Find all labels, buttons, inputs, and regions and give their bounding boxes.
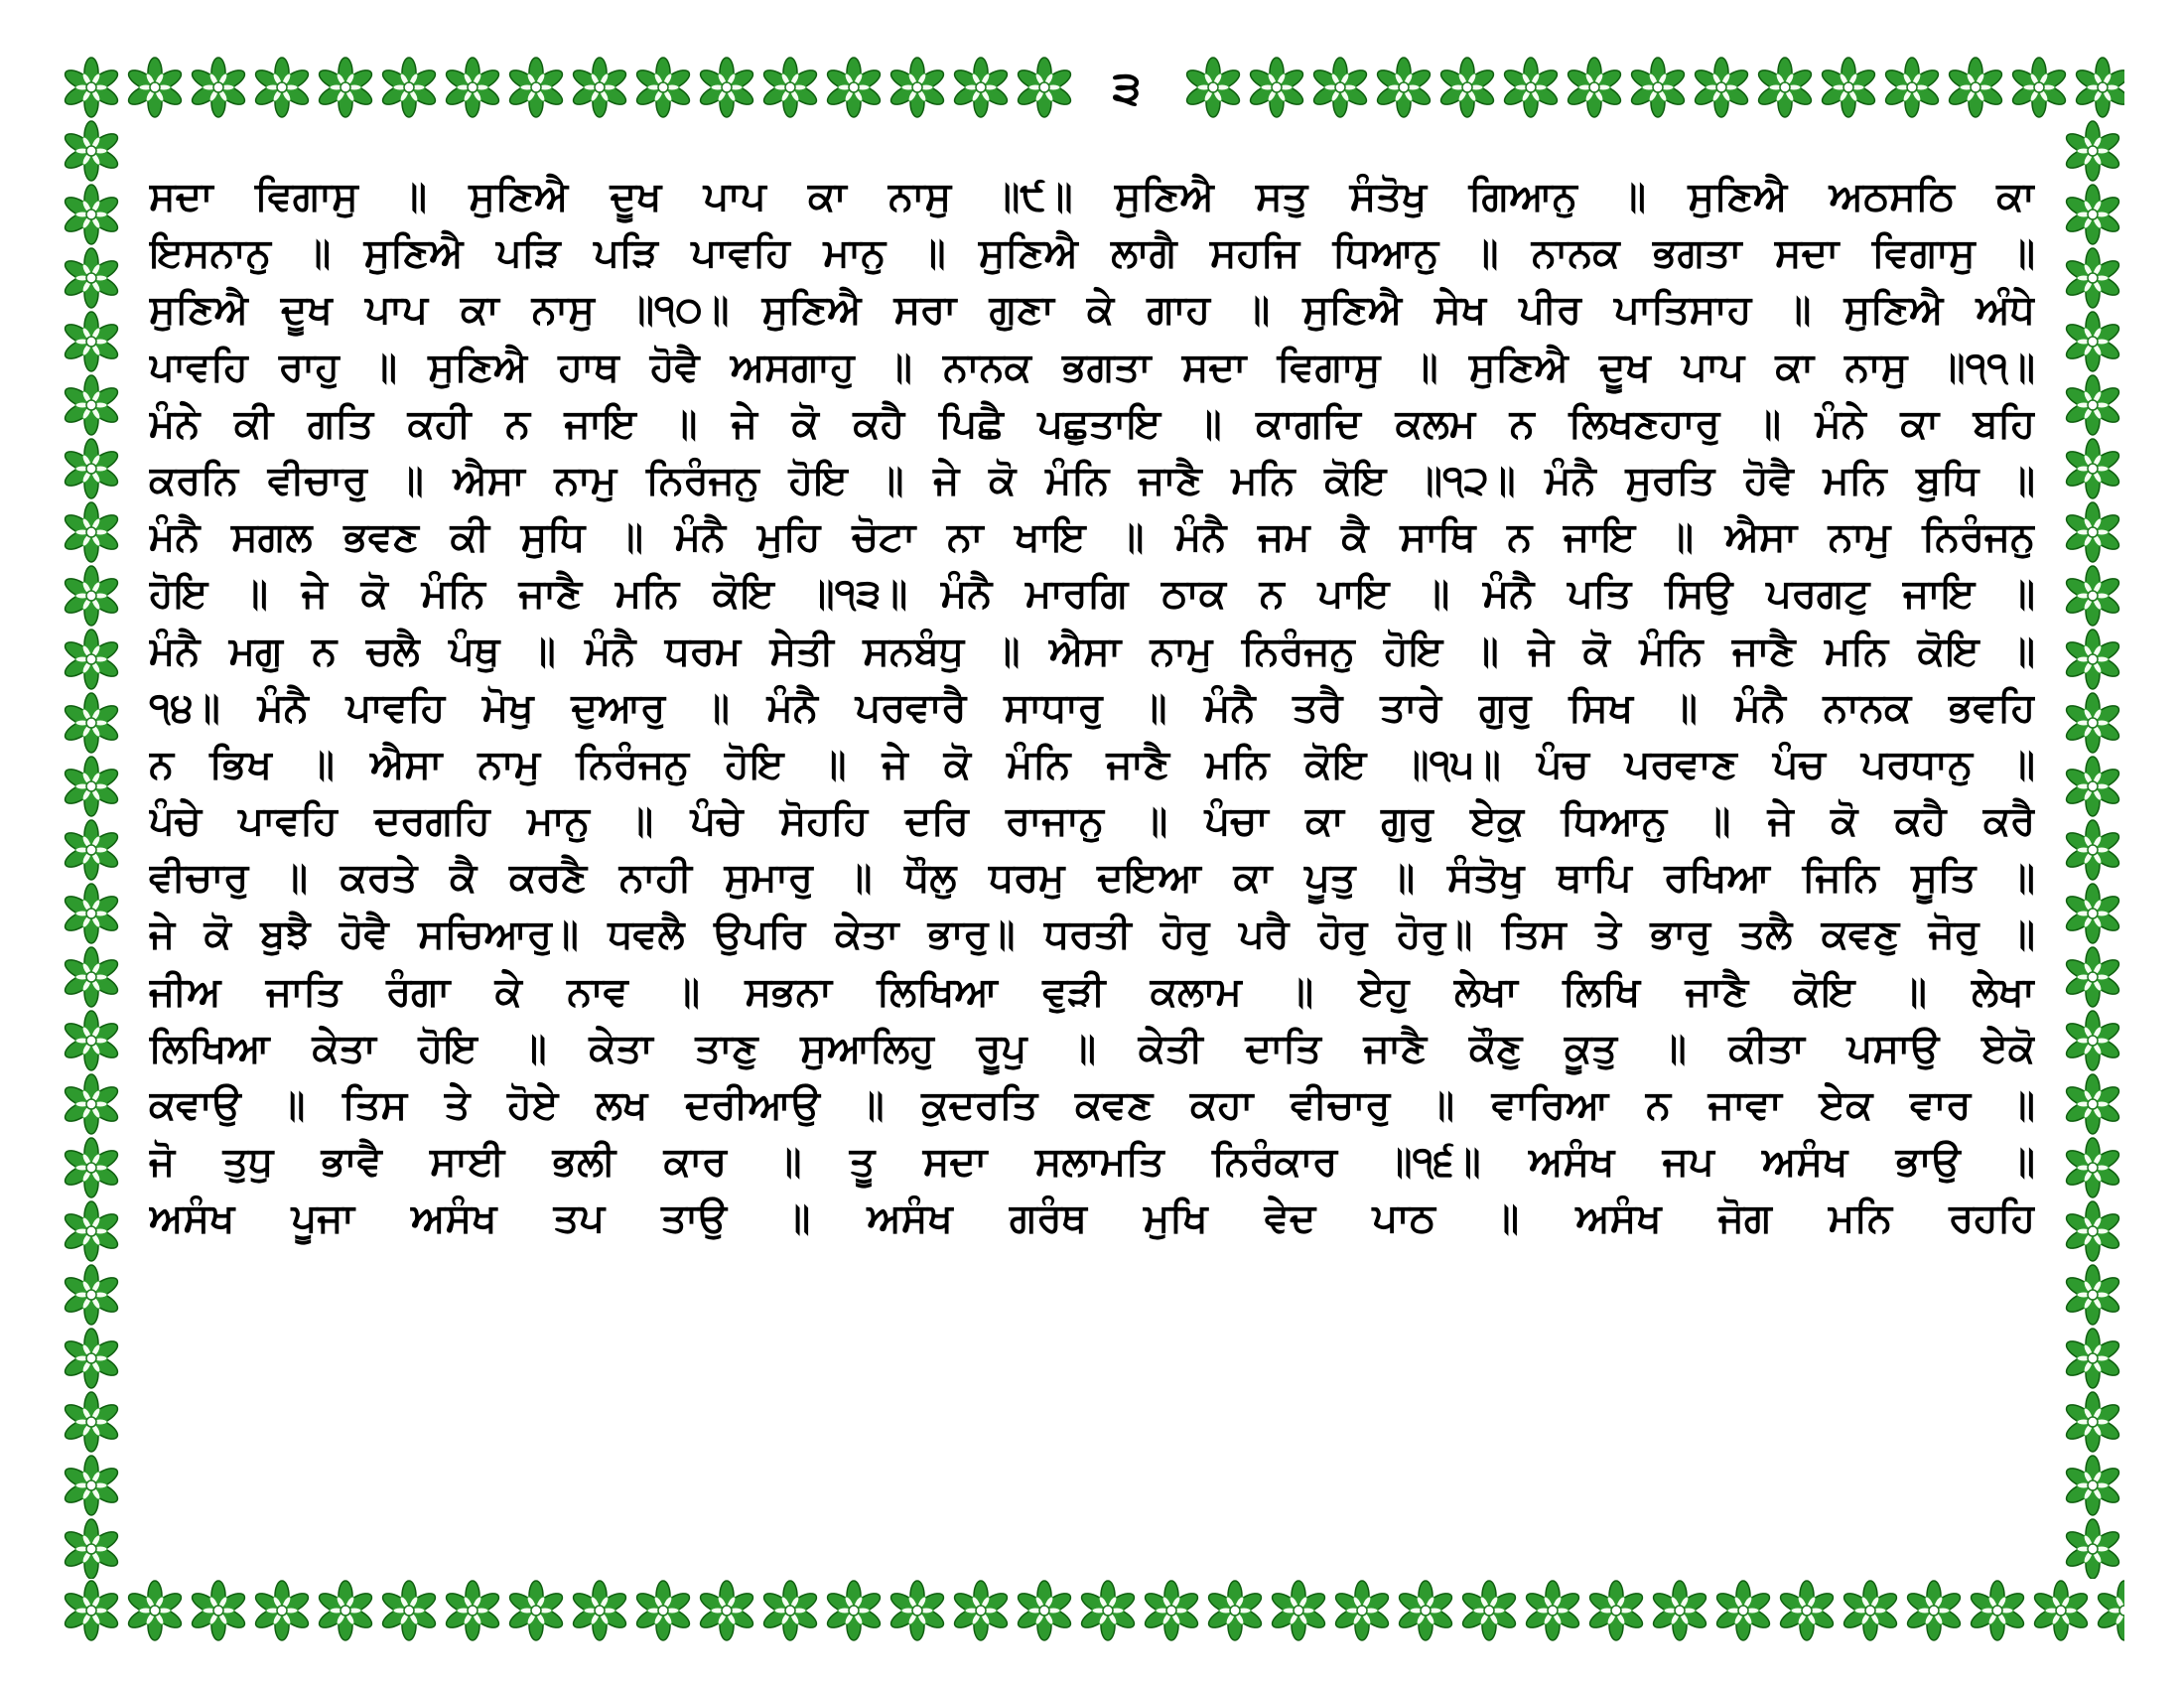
text-line: ਪੰਚੇ ਪਾਵਹਿ ਦਰਗਹਿ ਮਾਨੁ ॥ ਪੰਚੇ ਸੋਹਹਿ ਦਰਿ ਰਾਜਾਨੁ ॥ ਪੰਚਾ ਕਾ ਗੁਰੁ ਏਕੁ ਧਿਆਨੁ ॥ ਜੇ ਕੋ ਕਹੈ ਕਰੈ xyxy=(149,798,2035,845)
text-line: ਅਸੰਖ ਪੂਜਾ ਅਸੰਖ ਤਪ ਤਾਉ ॥ ਅਸੰਖ ਗਰੰਥ ਮੁਖਿ ਵੇਦ ਪਾਠ ॥ ਅਸੰਖ ਜੋਗ ਮਨਿ ਰਹਹਿ xyxy=(149,1196,2035,1242)
text-line: ਜੋ ਤੁਧੁ ਭਾਵੈ ਸਾਈ ਭਲੀ ਕਾਰ ॥ ਤੂ ਸਦਾ ਸਲਾਮਤਿ ਨਿਰੰਕਾਰ ॥੧੬॥ ਅਸੰਖ ਜਪ ਅਸੰਖ ਭਾਉ ॥ xyxy=(149,1139,2035,1186)
text-line: ਮੰਨੈ ਮਗੁ ਨ ਚਲੈ ਪੰਥੁ ॥ ਮੰਨੈ ਧਰਮ ਸੇਤੀ ਸਨਬੰਧੁ ॥ ਐਸਾ ਨਾਮੁ ਨਿਰੰਜਨੁ ਹੋਇ ॥ ਜੇ ਕੋ ਮੰਨਿ ਜਾਣੈ ਮਨਿ ਕੋਇ ॥ xyxy=(149,628,2035,674)
text-line: ਇਸਨਾਨੁ ॥ ਸੁਣਿਐ ਪੜਿ ਪੜਿ ਪਾਵਹਿ ਮਾਨੁ ॥ ਸੁਣਿਐ ਲਾਗੈ ਸਹਜਿ ਧਿਆਨੁ ॥ ਨਾਨਕ ਭਗਤਾ ਸਦਾ ਵਿਗਾਸੁ ॥ xyxy=(149,230,2035,277)
text-line: ਸੁਣਿਐ ਦੂਖ ਪਾਪ ਕਾ ਨਾਸੁ ॥੧੦॥ ਸੁਣਿਐ ਸਰਾ ਗੁਣਾ ਕੇ ਗਾਹ ॥ ਸੁਣਿਐ ਸੇਖ ਪੀਰ ਪਾਤਿਸਾਹ ॥ ਸੁਣਿਐ ਅੰਧੇ xyxy=(149,287,2035,334)
ornamental-border-top-left xyxy=(60,56,1072,119)
text-line: ਨ ਭਿਖ ॥ ਐਸਾ ਨਾਮੁ ਨਿਰੰਜਨੁ ਹੋਇ ॥ ਜੇ ਕੋ ਮੰਨਿ ਜਾਣੈ ਮਨਿ ਕੋਇ ॥੧੫॥ ਪੰਚ ਪਰਵਾਣ ਪੰਚ ਪਰਧਾਨੁ ॥ xyxy=(149,741,2035,787)
text-line: ਮੰਨੇ ਕੀ ਗਤਿ ਕਹੀ ਨ ਜਾਇ ॥ ਜੇ ਕੋ ਕਹੈ ਪਿਛੈ ਪਛੁਤਾਇ ॥ ਕਾਗਦਿ ਕਲਮ ਨ ਲਿਖਣਹਾਰੁ ॥ ਮੰਨੇ ਕਾ ਬਹਿ xyxy=(149,400,2035,447)
text-line: ਲਿਖਿਆ ਕੇਤਾ ਹੋਇ ॥ ਕੇਤਾ ਤਾਣੁ ਸੁਆਲਿਹੁ ਰੂਪੁ ॥ ਕੇਤੀ ਦਾਤਿ ਜਾਣੈ ਕੌਣੁ ਕੂਤੁ ॥ ਕੀਤਾ ਪਸਾਉ ਏਕੋ xyxy=(149,1025,2035,1071)
ornamental-border-bottom xyxy=(60,1579,2124,1642)
text-line: ਜੇ ਕੋ ਬੁਝੈ ਹੋਵੈ ਸਚਿਆਰੁ॥ ਧਵਲੈ ਉਪਰਿ ਕੇਤਾ ਭਾਰੁ॥ ਧਰਤੀ ਹੋਰੁ ਪਰੈ ਹੋਰੁ ਹੋਰੁ॥ ਤਿਸ ਤੇ ਭਾਰੁ ਤਲੈ ਕਵਣੁ ਜੋਰੁ ॥ xyxy=(149,912,2035,958)
text-line: ਜੀਅ ਜਾਤਿ ਰੰਗਾ ਕੇ ਨਾਵ ॥ ਸਭਨਾ ਲਿਖਿਆ ਵੁੜੀ ਕਲਾਮ ॥ ਏਹੁ ਲੇਖਾ ਲਿਖਿ ਜਾਣੈ ਕੋਇ ॥ ਲੇਖਾ xyxy=(149,968,2035,1015)
text-line: ਸਦਾ ਵਿਗਾਸੁ ॥ ਸੁਣਿਐ ਦੂਖ ਪਾਪ ਕਾ ਨਾਸੁ ॥੯॥ ਸੁਣਿਐ ਸਤੁ ਸੰਤੋਖੁ ਗਿਆਨੁ ॥ ਸੁਣਿਐ ਅਠਸਠਿ ਕਾ xyxy=(149,174,2035,219)
text-line: ਪਾਵਹਿ ਰਾਹੁ ॥ ਸੁਣਿਐ ਹਾਥ ਹੋਵੈ ਅਸਗਾਹੁ ॥ ਨਾਨਕ ਭਗਤਾ ਸਦਾ ਵਿਗਾਸੁ ॥ ਸੁਣਿਐ ਦੂਖ ਪਾਪ ਕਾ ਨਾਸੁ ॥੧੧॥ xyxy=(149,344,2035,390)
text-line: ੧੪॥ ਮੰਨੈ ਪਾਵਹਿ ਮੋਖੁ ਦੁਆਰੁ ॥ ਮੰਨੈ ਪਰਵਾਰੈ ਸਾਧਾਰੁ ॥ ਮੰਨੈ ਤਰੈ ਤਾਰੇ ਗੁਰੁ ਸਿਖ ॥ ਮੰਨੈ ਨਾਨਕ ਭਵਹਿ xyxy=(149,684,2035,731)
ornamental-border-right xyxy=(2061,119,2124,1579)
ornamental-border-left xyxy=(60,119,123,1579)
scripture-text-block xyxy=(149,169,2035,1248)
text-line: ਵੀਚਾਰੁ ॥ ਕਰਤੇ ਕੈ ਕਰਣੈ ਨਾਹੀ ਸੁਮਾਰੁ ॥ ਧੌਲੁ ਧਰਮੁ ਦਇਆ ਕਾ ਪੂਤੁ ॥ ਸੰਤੋਖੁ ਥਾਪਿ ਰਖਿਆ ਜਿਨਿ ਸੂਤਿ ॥ xyxy=(149,855,2035,902)
text-line: ਕਵਾਉ ॥ ਤਿਸ ਤੇ ਹੋਏ ਲਖ ਦਰੀਆਉ ॥ ਕੁਦਰਤਿ ਕਵਣ ਕਹਾ ਵੀਚਾਰੁ ॥ ਵਾਰਿਆ ਨ ਜਾਵਾ ਏਕ ਵਾਰ ॥ xyxy=(149,1082,2035,1128)
ornamental-border-top-right xyxy=(1181,56,2124,119)
text-line: ਹੋਇ ॥ ਜੇ ਕੋ ਮੰਨਿ ਜਾਣੈ ਮਨਿ ਕੋਇ ॥੧੩॥ ਮੰਨੈ ਮਾਰਗਿ ਠਾਕ ਨ ਪਾਇ ॥ ਮੰਨੈ ਪਤਿ ਸਿਉ ਪਰਗਟੁ ਜਾਇ ॥ xyxy=(149,571,2035,618)
text-line: ਕਰਨਿ ਵੀਚਾਰੁ ॥ ਐਸਾ ਨਾਮੁ ਨਿਰੰਜਨੁ ਹੋਇ ॥ ਜੇ ਕੋ ਮੰਨਿ ਜਾਣੈ ਮਨਿ ਕੋਇ ॥੧੨॥ ਮੰਨੈ ਸੁਰਤਿ ਹੋਵੈ ਮਨਿ ਬੁਧਿ ॥ xyxy=(149,457,2035,503)
text-line: ਮੰਨੈ ਸਗਲ ਭਵਣ ਕੀ ਸੁਧਿ ॥ ਮੰਨੈ ਮੁਹਿ ਚੋਟਾ ਨਾ ਖਾਇ ॥ ਮੰਨੈ ਜਮ ਕੈ ਸਾਥਿ ਨ ਜਾਇ ॥ ਐਸਾ ਨਾਮੁ ਨਿਰੰਜਨੁ xyxy=(149,514,2035,561)
page-number: ੩ xyxy=(1112,61,1142,114)
